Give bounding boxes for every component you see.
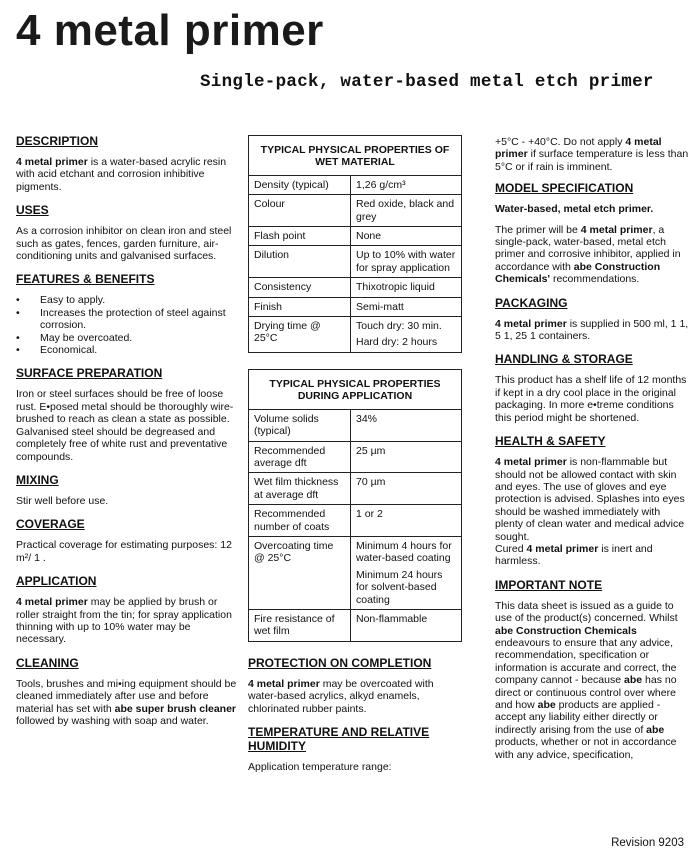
packaging-text: 4 metal primer is supplied in 500 ml, 1 1, 5 1, 25 1 containers.	[495, 317, 689, 343]
table-cell: Recommended number of coats	[249, 505, 351, 537]
middle-column	[248, 135, 462, 783]
drying-hard: Hard dry: 2 hours	[356, 336, 438, 349]
right-column	[495, 134, 690, 771]
handling-heading: HANDLING & STORAGE	[495, 352, 633, 367]
table-row	[249, 195, 462, 227]
table-row	[249, 473, 462, 505]
list-item: • Easy to apply.	[16, 294, 238, 306]
application-text: 4 metal primer may be applied by brush or roller straight from the tin; for spray application thinning with up to 10% water may be necessary.	[16, 596, 232, 646]
surface-heading: SURFACE PREPARATION	[16, 366, 163, 381]
page-subtitle: Single-pack, water-based metal etch primer	[200, 72, 654, 92]
uses-heading: USES	[16, 203, 49, 218]
description-text: 4 metal primer is a water-based acrylic resin with acid etchant and corrosion inhibitive pigments.	[16, 156, 227, 193]
section-packaging	[495, 296, 690, 343]
table-row	[249, 609, 462, 641]
cleaning-heading: CLEANING	[16, 655, 79, 670]
application-table	[248, 369, 462, 642]
table-row	[249, 175, 462, 194]
section-surface-preparation	[16, 366, 238, 462]
section-uses	[16, 203, 238, 262]
table-cell: Thixotropic liquid	[351, 278, 462, 297]
cleaning-text: Tools, brushes and mi•ing equipment should be cleaned immediately after use and before material has set with abe super brush cleaner followed by washing with soap and water.	[16, 677, 237, 727]
table-row	[249, 227, 462, 246]
description-heading: DESCRIPTION	[16, 134, 99, 148]
section-model-specification	[495, 181, 690, 285]
table-row	[249, 441, 462, 473]
table-cell: Dilution	[249, 246, 351, 278]
temperature-text: Application temperature range:	[248, 761, 392, 773]
wet-material-table-heading: TYPICAL PHYSICAL PROPERTIES OF WET MATERIAL	[249, 136, 462, 176]
table-cell: Red oxide, black and grey	[351, 195, 462, 227]
overcoat-solvent: Minimum 24 hours for solvent-based coating	[356, 568, 443, 606]
table-cell: Consistency	[249, 278, 351, 297]
model-heading: MODEL SPECIFICATION	[495, 181, 634, 196]
section-temperature	[248, 725, 462, 773]
wet-material-table	[248, 135, 462, 353]
list-item: • Economical.	[16, 344, 238, 356]
section-protection	[248, 656, 462, 715]
temperature-continued: +5°C - +40°C. Do not apply 4 metal primer if surface temperature is less than 5°C or if rain is imminent.	[495, 136, 689, 173]
revision-label: Revision 9203	[611, 837, 684, 849]
table-cell: Recommended average dft	[249, 441, 351, 473]
table-cell: 25 µm	[351, 441, 462, 473]
table-row	[249, 246, 462, 278]
table-cell: Colour	[249, 195, 351, 227]
protection-text: 4 metal primer may be overcoated with water-based acrylics, alkyd enamels, chlorinated rubber paints.	[248, 677, 434, 715]
table-cell: Semi-matt	[351, 297, 462, 316]
coverage-text: Practical coverage for estimating purposes: 12 m²/ 1 .	[16, 539, 232, 564]
health-heading: HEALTH & SAFETY	[495, 434, 606, 449]
table-row	[249, 505, 462, 537]
model-bold-line: Water-based, metal etch primer.	[495, 203, 654, 216]
section-cleaning	[16, 656, 238, 728]
health-text-2: Cured 4 metal primer is inert and harmless.	[495, 542, 653, 568]
application-table-heading: TYPICAL PHYSICAL PROPERTIES DURING APPLICATION	[249, 369, 462, 409]
table-cell: Flash point	[249, 227, 351, 246]
protection-heading: PROTECTION ON COMPLETION	[248, 655, 432, 670]
table-cell: Up to 10% with water for spray application	[351, 246, 462, 278]
important-heading: IMPORTANT NOTE	[495, 577, 603, 592]
surface-text-2: Galvanised steel should be degreased and completely free of white rust and preventative compounds.	[16, 425, 228, 463]
uses-text: As a corrosion inhibitor on clean iron and steel such as gates, fences, garden furniture, air-conditioning units and galvanised surfaces.	[16, 225, 232, 263]
table-cell: 1,26 g/cm³	[351, 175, 462, 194]
list-item: • Increases the protection of steel against corrosion.	[16, 307, 238, 332]
packaging-heading: PACKAGING	[495, 295, 568, 310]
table-row	[249, 409, 462, 441]
table-cell	[351, 536, 462, 609]
mixing-text: Stir well before use.	[16, 494, 109, 507]
coverage-heading: COVERAGE	[16, 517, 85, 532]
features-heading: FEATURES & BENEFITS	[16, 272, 155, 287]
table-row	[249, 317, 462, 353]
section-application	[16, 574, 238, 646]
overcoat-water: Minimum 4 hours for water-based coating	[356, 539, 452, 565]
surface-text-1: Iron or steel surfaces should be free of loose rust. E•posed metal should be thoroughly wire-brushed to reach as clean a state as possible.	[16, 388, 234, 426]
list-item: • May be overcoated.	[16, 332, 238, 344]
table-cell: 1 or 2	[351, 505, 462, 537]
important-text: This data sheet is issued as a guide to use of the product(s) concerned. Whilst abe Construction Chemicals endeavours to ensure that any advice, recommendation, specification or information is accurate and correct, the company cannot - because abe has no direct or continuous control over where and how abe products are applied - accept any liability either directly or indirectly arising from the use of abe products, whether or not in accordance with any advice, specification,	[495, 599, 678, 761]
page-title: 4 metal primer	[16, 6, 324, 55]
table-cell: Overcoating time @ 25°C	[249, 536, 351, 609]
table-cell: Density (typical)	[249, 175, 351, 194]
handling-text: This product has a shelf life of 12 months if kept in a dry cool place in the original packaging. In more e•treme conditions this period might be shortened.	[495, 374, 687, 424]
table-row	[249, 297, 462, 316]
health-text: 4 metal primer is non-flammable but should not be allowed contact with skin and eyes. The use of gloves and eye protection is advised. Splashes into eyes should be washed immediately with plenty of clean water and medical advice sought.	[495, 456, 685, 543]
left-column	[16, 134, 238, 737]
features-list	[16, 294, 238, 356]
section-features	[16, 272, 238, 356]
table-cell: Non-flammable	[351, 609, 462, 641]
table-cell	[351, 317, 462, 353]
mixing-heading: MIXING	[16, 472, 59, 487]
table-cell: Wet film thickness at average dft	[249, 473, 351, 505]
application-heading: APPLICATION	[16, 574, 97, 589]
section-description	[16, 134, 238, 193]
temperature-heading: TEMPERATURE AND RELATIVE HUMIDITY	[248, 725, 430, 753]
section-important-note	[495, 578, 690, 761]
section-mixing	[16, 473, 238, 507]
section-health	[495, 434, 690, 568]
table-cell: Fire resistance of wet film	[249, 609, 351, 641]
table-cell: Drying time @ 25°C	[249, 317, 351, 353]
table-cell: Finish	[249, 297, 351, 316]
table-row	[249, 536, 462, 609]
drying-touch: Touch dry: 30 min.	[356, 320, 442, 333]
model-text: The primer will be 4 metal primer, a single-pack, water-based, metal etch primer and corrosive inhibitor, applied in accordance with abe Construction Chemicals' recommendations.	[495, 223, 681, 286]
table-cell: 70 µm	[351, 473, 462, 505]
table-cell: Volume solids (typical)	[249, 409, 351, 441]
table-cell: 34%	[351, 409, 462, 441]
table-row	[249, 278, 462, 297]
section-coverage	[16, 517, 238, 564]
table-cell: None	[351, 227, 462, 246]
section-handling	[495, 352, 690, 424]
